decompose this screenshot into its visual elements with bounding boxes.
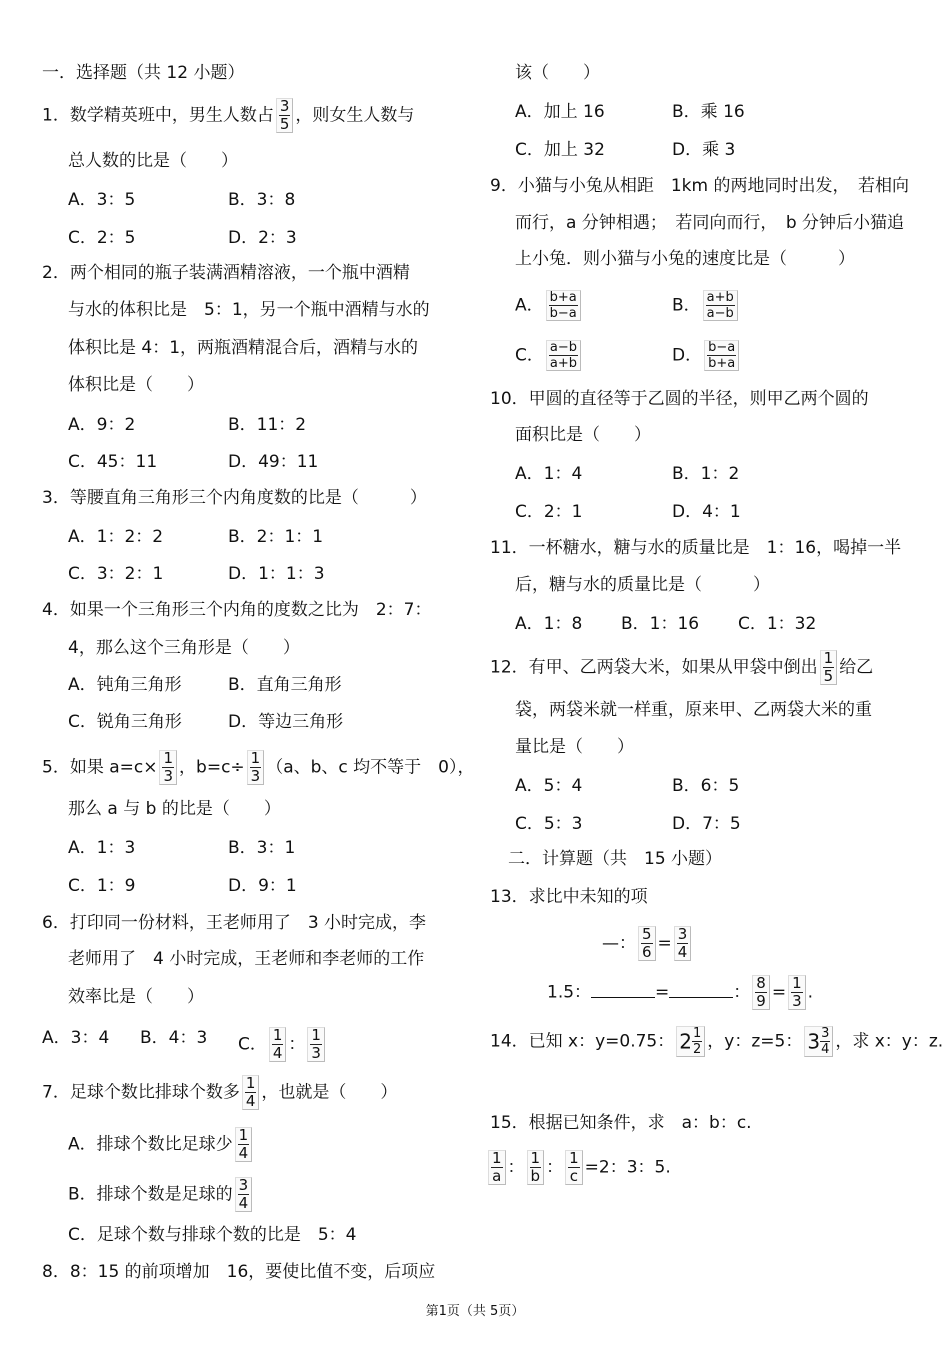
q4-option-b[interactable]: B．直角三角形 — [228, 675, 342, 695]
q1-option-b[interactable]: B．3：8 — [228, 190, 296, 210]
q10-option-d[interactable]: D．4：1 — [672, 502, 741, 522]
q12-line2: 袋，两袋米就一样重，原来甲、乙两袋大米的重 — [515, 700, 872, 720]
q7-option-b[interactable]: B．排球个数是足球的 $\frac{3}{4}$ — [68, 1177, 254, 1212]
q1-option-a[interactable]: A．3：5 — [68, 190, 136, 210]
q13-e1-fraction-1: $\frac{5}{6}$ — [638, 926, 656, 961]
q12-option-a[interactable]: A．5：4 — [515, 776, 583, 796]
q5-fraction-2: $\frac{1}{3}$ — [247, 750, 265, 785]
q5-option-d[interactable]: D．9：1 — [228, 876, 297, 896]
q10-option-c[interactable]: C．2：1 — [515, 502, 583, 522]
q6-option-b[interactable]: B．4：3 — [140, 1028, 208, 1048]
q12-option-c[interactable]: C．5：3 — [515, 814, 583, 834]
q12-line1: 12．有甲、乙两袋大米，如果从甲袋中倒出 $\frac{1}{5}$ 给乙 — [490, 649, 874, 685]
q1-option-c[interactable]: C．2：5 — [68, 228, 136, 248]
q8-option-c[interactable]: C．加上 32 — [515, 140, 605, 160]
q13-equation-1: —： $\frac{5}{6}$ = $\frac{3}{4}$ — [602, 926, 693, 961]
q8-line2: 该（ ） — [515, 63, 600, 83]
q5-option-b[interactable]: B．3：1 — [228, 838, 296, 858]
q4-line2: 4，那么这个三角形是（ ） — [68, 638, 300, 658]
q12-line3: 量比是（ ） — [515, 737, 634, 757]
q5-option-a[interactable]: A．1：3 — [68, 838, 136, 858]
q9-b-fraction: $\frac{a+b}{a-b}$ — [703, 290, 738, 321]
q5-line2: 那么 a 与 b 的比是（ ） — [68, 799, 281, 819]
q1-text-b: ，则女生人数与 — [295, 105, 415, 126]
q14-line1: 14．已知 x：y=0.75： 2 $\frac{1}{2}$ ，y：z=5： 3 $\frac{3}{4}$ ，求 x：y：z. — [490, 1026, 944, 1057]
q2-option-d[interactable]: D．49：11 — [228, 452, 319, 472]
q9-c-fraction: $\frac{a-b}{a+b}$ — [546, 340, 581, 371]
q11-option-a[interactable]: A．1：8 — [515, 614, 583, 634]
q4-option-d[interactable]: D．等边三角形 — [228, 712, 344, 732]
q3-option-a[interactable]: A．1：2：2 — [68, 527, 164, 547]
q1-text-a: 1．数学精英班中，男生人数占 — [42, 105, 274, 126]
q15-fraction-c: $\frac{1}{c}$ — [565, 1150, 583, 1185]
q11-option-b[interactable]: B．1：16 — [621, 614, 700, 634]
q1-option-d[interactable]: D．2：3 — [228, 228, 297, 248]
q2-option-c[interactable]: C．45：11 — [68, 452, 158, 472]
q10-line1: 10．甲圆的直径等于乙圆的半径，则甲乙两个圆的 — [490, 389, 869, 409]
q6-line1: 6．打印同一份材料，王老师用了 3 小时完成，李 — [42, 913, 427, 933]
q3-line1: 3．等腰直角三角形三个内角度数的比是（ ） — [42, 488, 427, 508]
q8-option-a[interactable]: A．加上 16 — [515, 102, 605, 122]
q13-blank-2[interactable] — [669, 981, 733, 998]
q12-option-d[interactable]: D．7：5 — [672, 814, 741, 834]
q15-fraction-b: $\frac{1}{b}$ — [527, 1150, 545, 1185]
q6-c-fraction-1: $\frac{1}{4}$ — [269, 1027, 287, 1062]
q2-line4: 体积比是（ ） — [68, 375, 204, 395]
q15-fraction-a: $\frac{1}{a}$ — [488, 1150, 506, 1185]
section-title-choice: 一．选择题（共 12 小题） — [42, 63, 245, 83]
q13-e2-fraction-2: $\frac{1}{3}$ — [788, 975, 806, 1010]
q13-e1-fraction-2: $\frac{3}{4}$ — [674, 926, 692, 961]
q6-line3: 效率比是（ ） — [68, 987, 204, 1007]
q5-fraction-1: $\frac{1}{3}$ — [159, 750, 177, 785]
q9-a-fraction: $\frac{b+a}{b-a}$ — [546, 290, 581, 321]
q4-option-c[interactable]: C．锐角三角形 — [68, 712, 182, 732]
q12-fraction: $\frac{1}{5}$ — [820, 650, 838, 685]
q3-option-b[interactable]: B．2：1：1 — [228, 527, 324, 547]
q7-a-fraction: $\frac{1}{4}$ — [235, 1127, 253, 1162]
q2-option-b[interactable]: B．11：2 — [228, 415, 307, 435]
q8-option-d[interactable]: D．乘 3 — [672, 140, 736, 160]
q2-option-a[interactable]: A．9：2 — [68, 415, 136, 435]
q8-line1: 8．8：15 的前项增加 16，要使比值不变，后项应 — [42, 1262, 436, 1282]
q1-fraction: $\frac{3}{5}$ — [276, 98, 294, 133]
q2-line1: 2．两个相同的瓶子装满酒精溶液，一个瓶中酒精 — [42, 263, 410, 283]
q6-c-fraction-2: $\frac{1}{3}$ — [307, 1027, 325, 1062]
q3-option-d[interactable]: D．1：1：3 — [228, 564, 325, 584]
page-footer: 第1页（共 5页） — [425, 1304, 525, 1319]
q11-line2: 后，糖与水的质量比是（ ） — [515, 575, 770, 595]
q10-option-b[interactable]: B．1：2 — [672, 464, 740, 484]
q9-line3: 上小兔．则小猫与小兔的速度比是（ ） — [515, 249, 855, 269]
q7-option-c[interactable]: C．足球个数与排球个数的比是 5：4 — [68, 1225, 357, 1245]
q7-option-a[interactable]: A．排球个数比足球少 $\frac{1}{4}$ — [68, 1127, 254, 1162]
q6-line2: 老师用了 4 小时完成，王老师和李老师的工作 — [68, 949, 425, 969]
q9-line2: 而行，a 分钟相遇； 若同向而行， b 分钟后小猫追 — [515, 213, 905, 233]
q13-line1: 13．求比中未知的项 — [490, 887, 648, 907]
q15-line1: 15．根据已知条件，求 a：b：c. — [490, 1113, 752, 1133]
q14-mixed-1: 2 $\frac{1}{2}$ — [676, 1026, 705, 1057]
q9-d-fraction: $\frac{b-a}{b+a}$ — [704, 340, 739, 371]
q9-option-c[interactable]: C． $\frac{a-b}{a+b}$ — [515, 340, 583, 371]
q10-option-a[interactable]: A．1：4 — [515, 464, 583, 484]
q4-option-a[interactable]: A．钝角三角形 — [68, 675, 182, 695]
q11-line1: 11．一杯糖水，糖与水的质量比是 1：16，喝掉一半 — [490, 538, 902, 558]
q15-equation: $\frac{1}{a}$ ： $\frac{1}{b}$ ： $\frac{1}{c}$ =2：3：5. — [486, 1150, 671, 1185]
q9-line1: 9．小猫与小兔从相距 1km 的两地同时出发， 若相向 — [490, 176, 909, 196]
q13-e2-fraction-1: $\frac{8}{9}$ — [752, 975, 770, 1010]
q12-option-b[interactable]: B．6：5 — [672, 776, 740, 796]
q1-line2: 总人数的比是（ ） — [68, 151, 238, 171]
q3-option-c[interactable]: C．3：2：1 — [68, 564, 164, 584]
q10-line2: 面积比是（ ） — [515, 425, 651, 445]
q14-mixed-2: 3 $\frac{3}{4}$ — [804, 1026, 833, 1057]
q13-blank-1[interactable] — [591, 981, 655, 998]
q6-option-a[interactable]: A．3：4 — [42, 1028, 110, 1048]
q9-option-b[interactable]: B． $\frac{a+b}{a-b}$ — [672, 290, 740, 321]
q1-line1 — [42, 98, 414, 133]
q8-option-b[interactable]: B．乘 16 — [672, 102, 745, 122]
q6-option-c[interactable]: C． $\frac{1}{4}$ ： $\frac{1}{3}$ — [238, 1027, 327, 1062]
q13-equation-2: 1.5： = ： $\frac{8}{9}$ = $\frac{1}{3}$ . — [547, 974, 814, 1010]
q5-option-c[interactable]: C．1：9 — [68, 876, 136, 896]
q9-option-a[interactable]: A． $\frac{b+a}{b-a}$ — [515, 290, 583, 321]
q9-option-d[interactable]: D． $\frac{b-a}{b+a}$ — [672, 340, 741, 371]
q11-option-c[interactable]: C．1：32 — [738, 614, 817, 634]
q4-line1: 4．如果一个三角形三个内角的度数之比为 2：7： — [42, 600, 432, 620]
q2-line2: 与水的体积比是 5：1，另一个瓶中酒精与水的 — [68, 300, 430, 320]
q7-b-fraction: $\frac{3}{4}$ — [235, 1177, 253, 1212]
q5-line1: 5．如果 a=c× $\frac{1}{3}$ ，b=c÷ $\frac{1}{3}$ （a、b、c 均不等于 0）， — [42, 749, 475, 785]
section-title-calc: 二．计算题（共 15 小题） — [508, 849, 723, 869]
q7-fraction: $\frac{1}{4}$ — [242, 1075, 260, 1110]
q2-line3: 体积比是 4：1，两瓶酒精混合后，酒精与水的 — [68, 338, 419, 358]
q7-line1: 7．足球个数比排球个数多 $\frac{1}{4}$ ，也就是（ ） — [42, 1074, 398, 1110]
